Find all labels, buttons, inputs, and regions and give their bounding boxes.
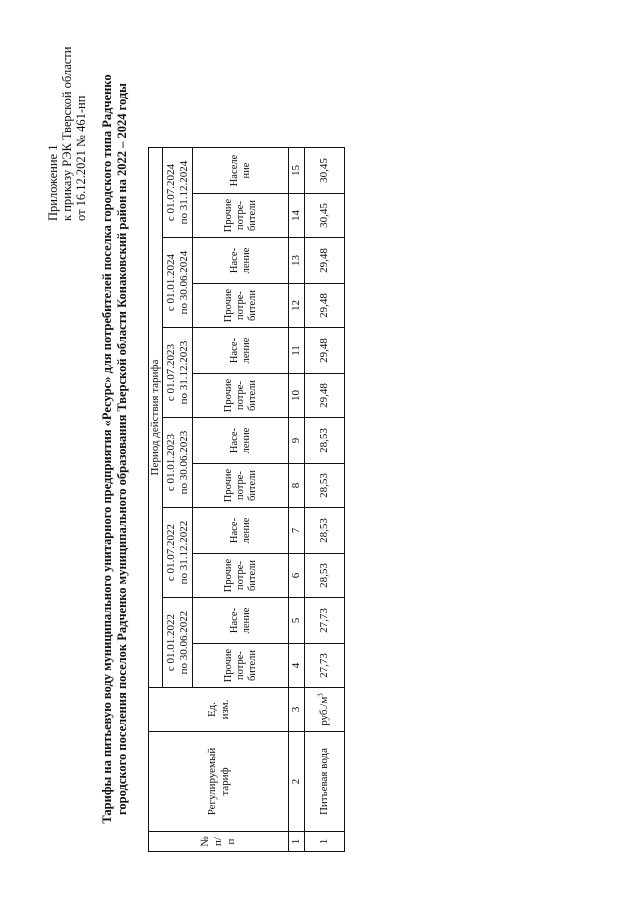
header-text-line: Насе- (228, 517, 240, 544)
header-other-consumers (193, 464, 289, 508)
header-text-line: Насе- (228, 607, 240, 634)
tariff-table (148, 147, 345, 852)
header-population (193, 508, 289, 554)
column-number: 14 (289, 194, 305, 238)
header-other-consumers (193, 554, 289, 598)
cell-value: 28,53 (305, 464, 345, 508)
cell-value: 28,53 (305, 418, 345, 464)
title-line: Тарифы на питьевую воду муниципального унитарного предприятия «Ресурс» для потребителей поселка городского типа Радченко (100, 74, 114, 824)
column-number: 2 (289, 732, 305, 832)
header-num: № п/ п (149, 832, 289, 852)
header-text-line: Прочие (222, 558, 234, 593)
period-from: с 01.01.2024 (164, 253, 177, 312)
header-text-line: Прочие (222, 198, 234, 233)
header-text-line: бители (246, 649, 258, 682)
column-numbers-row (289, 148, 305, 852)
appendix-line: к приказу РЭК Тверской области (60, 46, 74, 221)
period-from: с 01.01.2023 (164, 433, 177, 492)
header-tariff: Регулируемый тариф (149, 732, 289, 832)
header-text-line: ление (240, 247, 252, 274)
header-text-line: ление (240, 607, 252, 634)
column-number: 9 (289, 418, 305, 464)
header-text-line: ление (240, 337, 252, 364)
appendix-line: от 16.12.2021 № 461-нп (74, 95, 88, 221)
header-period-range (163, 598, 193, 688)
header-population (193, 328, 289, 374)
header-unit: Ед. изм. (149, 688, 289, 732)
cell-unit: $руб./м^3$ (305, 688, 345, 732)
period-from: с 01.07.2023 (164, 343, 177, 402)
period-from: с 01.07.2022 (164, 523, 177, 582)
header-period: Период действия тарифа (149, 148, 163, 688)
header-other-consumers (193, 374, 289, 418)
column-number: 6 (289, 554, 305, 598)
period-from: с 01.01.2022 (164, 613, 177, 672)
column-number: 3 (289, 688, 305, 732)
column-number: 11 (289, 328, 305, 374)
header-population (193, 148, 289, 194)
header-text-line: ние (240, 162, 252, 179)
cell-value: 28,53 (305, 508, 345, 554)
header-text-line: ление (240, 427, 252, 454)
period-to: по 30.06.2022 (177, 610, 190, 675)
period-to: по 30.06.2023 (177, 430, 190, 495)
cell-value: 28,53 (305, 554, 345, 598)
header-text-line: Насе- (228, 337, 240, 364)
header-text-line: Насе- (228, 247, 240, 274)
header-text-line: потре- (234, 381, 246, 410)
header-text-line: потре- (234, 561, 246, 590)
title-line: городского поселения поселок Радченко муниципального образования Тверской области Конаковский район на 2022 – 2024 годы (115, 83, 129, 815)
cell-num: 1 (305, 832, 345, 852)
header-row-period (149, 148, 163, 852)
period-to: по 31.12.2023 (177, 340, 190, 405)
cell-value: 29,48 (305, 238, 345, 284)
column-number: 4 (289, 644, 305, 688)
header-text-line: Населе (228, 154, 240, 187)
document-title (100, 39, 130, 859)
column-number: 1 (289, 832, 305, 852)
header-other-consumers (193, 194, 289, 238)
header-period-range (163, 148, 193, 238)
header-text-line: бители (246, 379, 258, 412)
period-to: по 30.06.2024 (177, 250, 190, 315)
header-text-line: бители (246, 289, 258, 322)
column-number: 12 (289, 284, 305, 328)
appendix-note (46, 47, 88, 221)
cell-value: 30,45 (305, 148, 345, 194)
header-other-consumers (193, 284, 289, 328)
period-to: по 31.12.2022 (177, 520, 190, 585)
header-text-line: Прочие (222, 648, 234, 683)
column-number: 5 (289, 598, 305, 644)
cell-tariff: Питьевая вода (305, 732, 345, 832)
header-population (193, 418, 289, 464)
header-population (193, 598, 289, 644)
cell-value: 27,73 (305, 598, 345, 644)
column-number: 10 (289, 374, 305, 418)
header-text-line: Прочие (222, 288, 234, 323)
appendix-line: Приложение 1 (46, 144, 60, 221)
cell-value: 29,48 (305, 328, 345, 374)
column-number: 7 (289, 508, 305, 554)
header-text-line: бители (246, 469, 258, 502)
header-text-line: бители (246, 559, 258, 592)
header-period-range (163, 418, 193, 508)
header-text-line: ление (240, 517, 252, 544)
period-from: с 01.07.2024 (164, 163, 177, 222)
header-text-line: бители (246, 199, 258, 232)
cell-value: 29,48 (305, 374, 345, 418)
header-text-line: потре- (234, 651, 246, 680)
header-text-line: Прочие (222, 378, 234, 413)
column-number: 13 (289, 238, 305, 284)
header-text-line: Прочие (222, 468, 234, 503)
header-text-line: потре- (234, 291, 246, 320)
period-to: по 31.12.2024 (177, 160, 190, 225)
cell-value: 30,45 (305, 194, 345, 238)
table-row (305, 148, 345, 852)
cell-value: 27,73 (305, 644, 345, 688)
header-text-line: потре- (234, 471, 246, 500)
header-text-line: Насе- (228, 427, 240, 454)
header-other-consumers (193, 644, 289, 688)
column-number: 8 (289, 464, 305, 508)
header-population (193, 238, 289, 284)
header-period-range (163, 508, 193, 598)
header-text-line: потре- (234, 201, 246, 230)
column-number: 15 (289, 148, 305, 194)
cell-value: 29,48 (305, 284, 345, 328)
header-period-range (163, 328, 193, 418)
header-period-range (163, 238, 193, 328)
